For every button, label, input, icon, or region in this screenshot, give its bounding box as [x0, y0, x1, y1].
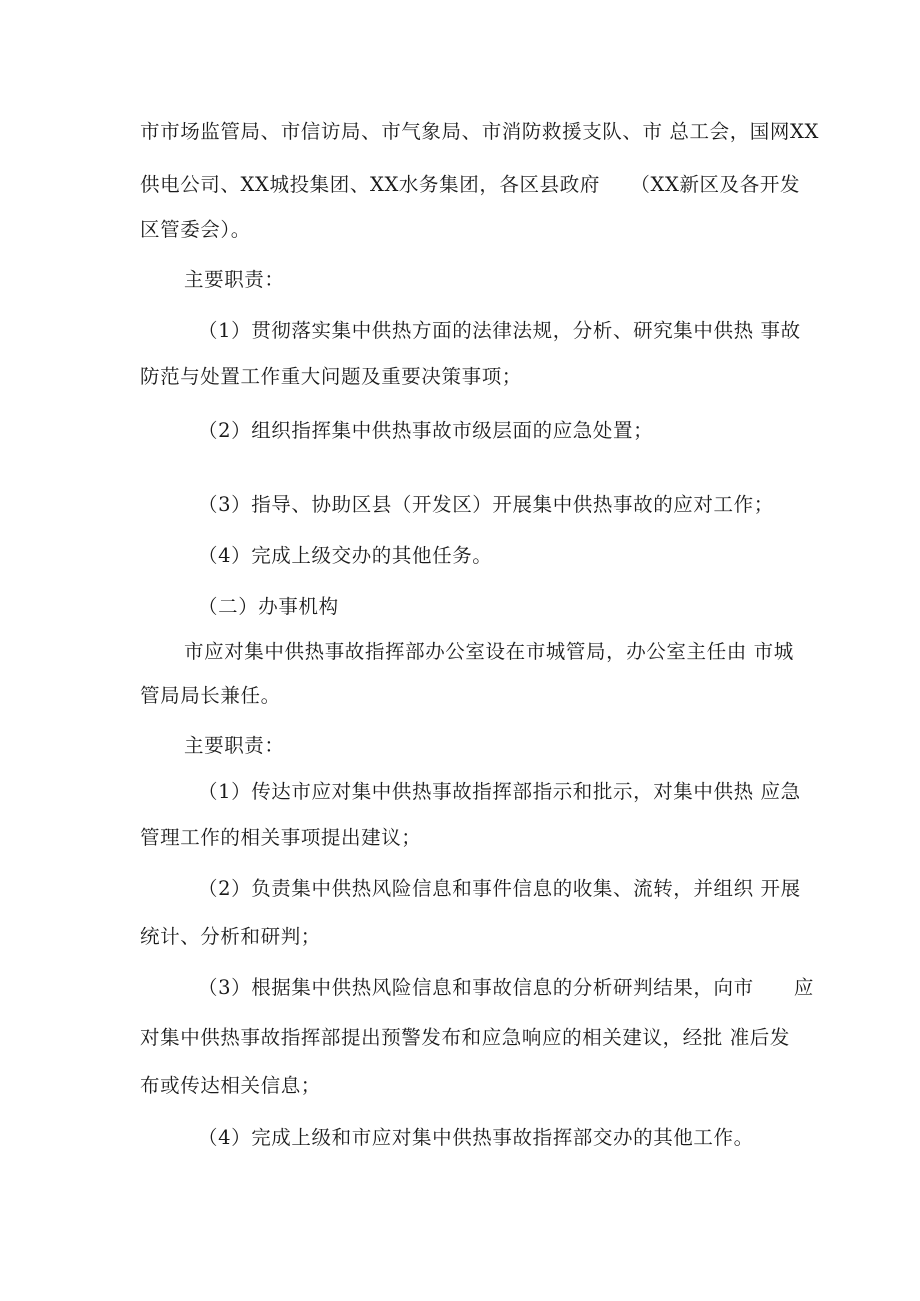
text-line: 供电公司、XX城投集团、XX水务集团，各区县政府 （XX新区及各开发 — [140, 173, 801, 196]
text-line: 统计、分析和研判； — [140, 925, 321, 948]
office-paragraph: 市应对集中供热事故指挥部办公室设在市城管局，办公室主任由 市城 — [184, 640, 794, 663]
text-line: 布或传达相关信息； — [140, 1074, 321, 1097]
office-duty-item-4: （4）完成上级和市应对集中供热事故指挥部交办的其他工作。 — [198, 1126, 754, 1149]
office-duty-item-1: （1）传达市应对集中供热事故指挥部指示和批示，对集中供热 应急 — [198, 780, 801, 803]
office-duty-item-2: （2）负责集中供热风险信息和事件信息的收集、流转，并组织 开展 — [198, 877, 801, 900]
duty-item-3: （3）指导、协助区县（开发区）开展集中供热事故的应对工作； — [198, 493, 774, 516]
duty-item-2: （2）组织指挥集中供热事故市级层面的应急处置； — [198, 419, 654, 442]
text-line: 对集中供热事故指挥部提出预警发布和应急响应的相关建议，经批 准后发 — [140, 1026, 790, 1049]
subsection-heading-office: （二）办事机构 — [198, 595, 339, 618]
section-heading-duties-2: 主要职责： — [184, 734, 285, 757]
text-line: 管理工作的相关事项提出建议； — [140, 826, 422, 849]
section-heading-duties: 主要职责： — [184, 268, 285, 291]
text-line: 防范与处置工作重大问题及重要决策事项； — [140, 365, 522, 388]
duty-item-1: （1）贯彻落实集中供热方面的法律法规，分析、研究集中供热 事故 — [198, 319, 801, 342]
text-line: 区管委会）。 — [140, 218, 251, 241]
text-line: 市市场监管局、市信访局、市气象局、市消防救援支队、市 总工会，国网XX — [140, 120, 819, 143]
duty-item-4: （4）完成上级交办的其他任务。 — [198, 544, 493, 567]
office-duty-item-3: （3）根据集中供热风险信息和事故信息的分析研判结果，向市 应 — [198, 976, 815, 999]
text-line: 管局局长兼任。 — [140, 684, 281, 707]
